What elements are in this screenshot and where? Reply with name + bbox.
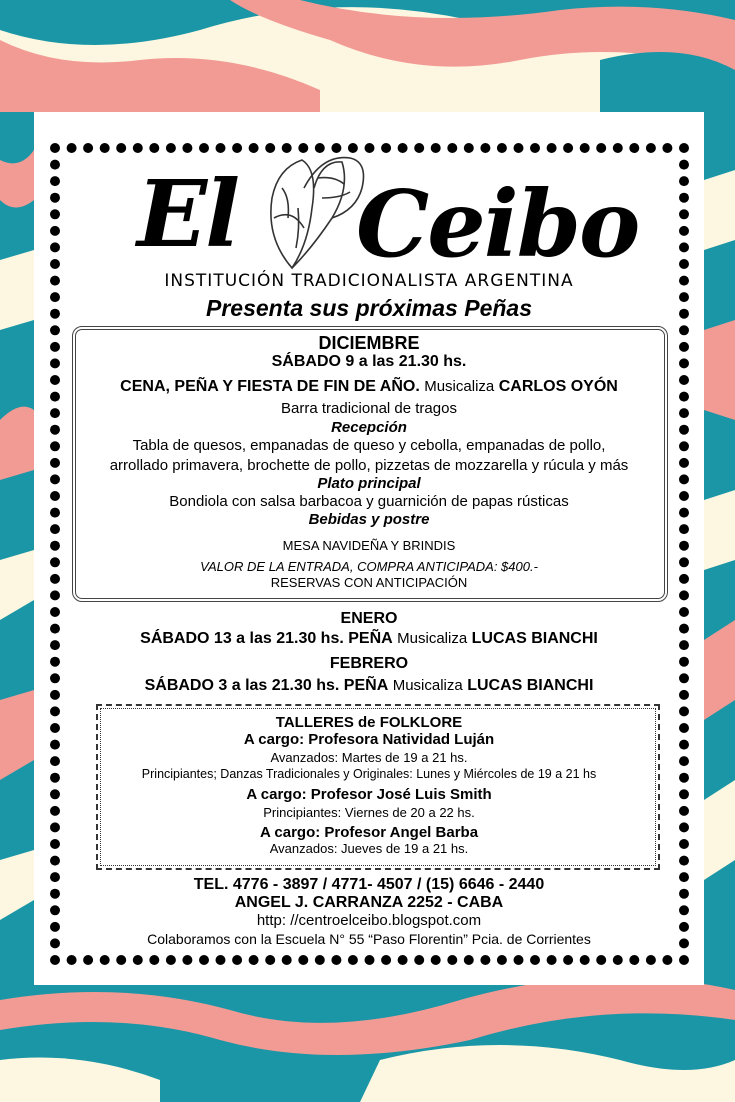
teacher-1-line-2: Principiantes; Danzas Tradicionales y Originales: Lunes y Miércoles de 19 a 21 hs xyxy=(141,767,597,781)
december-month: DICIEMBRE xyxy=(318,333,420,353)
logo-word-el: El xyxy=(137,160,239,268)
december-event-line xyxy=(34,378,704,396)
logo-word-ceibo: Ceibo xyxy=(356,170,639,278)
footer-address: ANGEL J. CARRANZA 2252 - CABA xyxy=(234,894,504,911)
drinks-title: Bebidas y postre xyxy=(308,511,430,528)
reception-line-2: arrollado primavera, brochette de pollo, pizzetas de mozzarella y rúcula y más xyxy=(109,457,629,474)
february-line xyxy=(34,677,704,695)
december-event: CENA, PEÑA Y FIESTA DE FIN DE AÑO. xyxy=(120,378,420,395)
footer-telephone: TEL. 4776 - 3897 / 4771- 4507 / (15) 6646 - 2440 xyxy=(193,876,545,893)
february-music-label: Musicaliza xyxy=(392,677,463,694)
teacher-3: A cargo: Profesor Angel Barba xyxy=(259,824,479,841)
footer-website[interactable]: http: //centroelceibo.blogspot.com xyxy=(256,912,482,929)
teacher-1-line-1: Avanzados: Martes de 19 a 21 hs. xyxy=(270,750,468,765)
december-artist: CARLOS OYÓN xyxy=(498,378,618,395)
january-month: ENERO xyxy=(340,610,398,627)
reception-title: Recepción xyxy=(331,419,407,436)
february-month: FEBRERO xyxy=(329,655,409,672)
january-line xyxy=(34,630,704,648)
flyer-card xyxy=(34,112,704,985)
february-artist: LUCAS BIANCHI xyxy=(467,677,594,694)
december-date: SÁBADO 9 a las 21.30 hs. xyxy=(271,353,467,370)
institution-subtitle: INSTITUCIÓN TRADICIONALISTA ARGENTINA xyxy=(164,271,574,291)
talleres-title: TALLERES de FOLKLORE xyxy=(275,714,463,731)
headline: Presenta sus próximas Peñas xyxy=(206,295,532,321)
january-artist: LUCAS BIANCHI xyxy=(471,630,598,647)
ceibo-flower-icon xyxy=(252,148,372,274)
entry-price: VALOR DE LA ENTRADA, COMPRA ANTICIPADA: $400.- xyxy=(200,559,538,574)
teacher-1: A cargo: Profesora Natividad Luján xyxy=(243,731,495,748)
reception-line-1: Tabla de quesos, empanadas de queso y cebolla, empanadas de pollo, xyxy=(132,437,606,454)
teacher-2: A cargo: Profesor José Luis Smith xyxy=(246,786,492,803)
main-dish-title: Plato principal xyxy=(317,475,421,492)
february-date: SÁBADO 3 a las 21.30 hs. PEÑA xyxy=(144,677,389,694)
teacher-2-line-1: Principiantes: Viernes de 20 a 22 hs. xyxy=(263,805,475,820)
footer-collaboration: Colaboramos con la Escuela N° 55 “Paso Florentin” Pcia. de Corrientes xyxy=(147,931,591,947)
reservations: RESERVAS CON ANTICIPACIÓN xyxy=(270,575,468,590)
main-dish-line: Bondiola con salsa barbacoa y guarnición de papas rústicas xyxy=(169,493,569,510)
january-date: SÁBADO 13 a las 21.30 hs. PEÑA xyxy=(140,630,393,647)
january-music-label: Musicaliza xyxy=(397,630,468,647)
mesa-navidena: MESA NAVIDEÑA Y BRINDIS xyxy=(282,538,456,553)
december-bar: Barra tradicional de tragos xyxy=(281,400,457,417)
december-music-label: Musicaliza xyxy=(424,378,495,395)
teacher-3-line-1: Avanzados: Jueves de 19 a 21 hs. xyxy=(269,841,469,856)
